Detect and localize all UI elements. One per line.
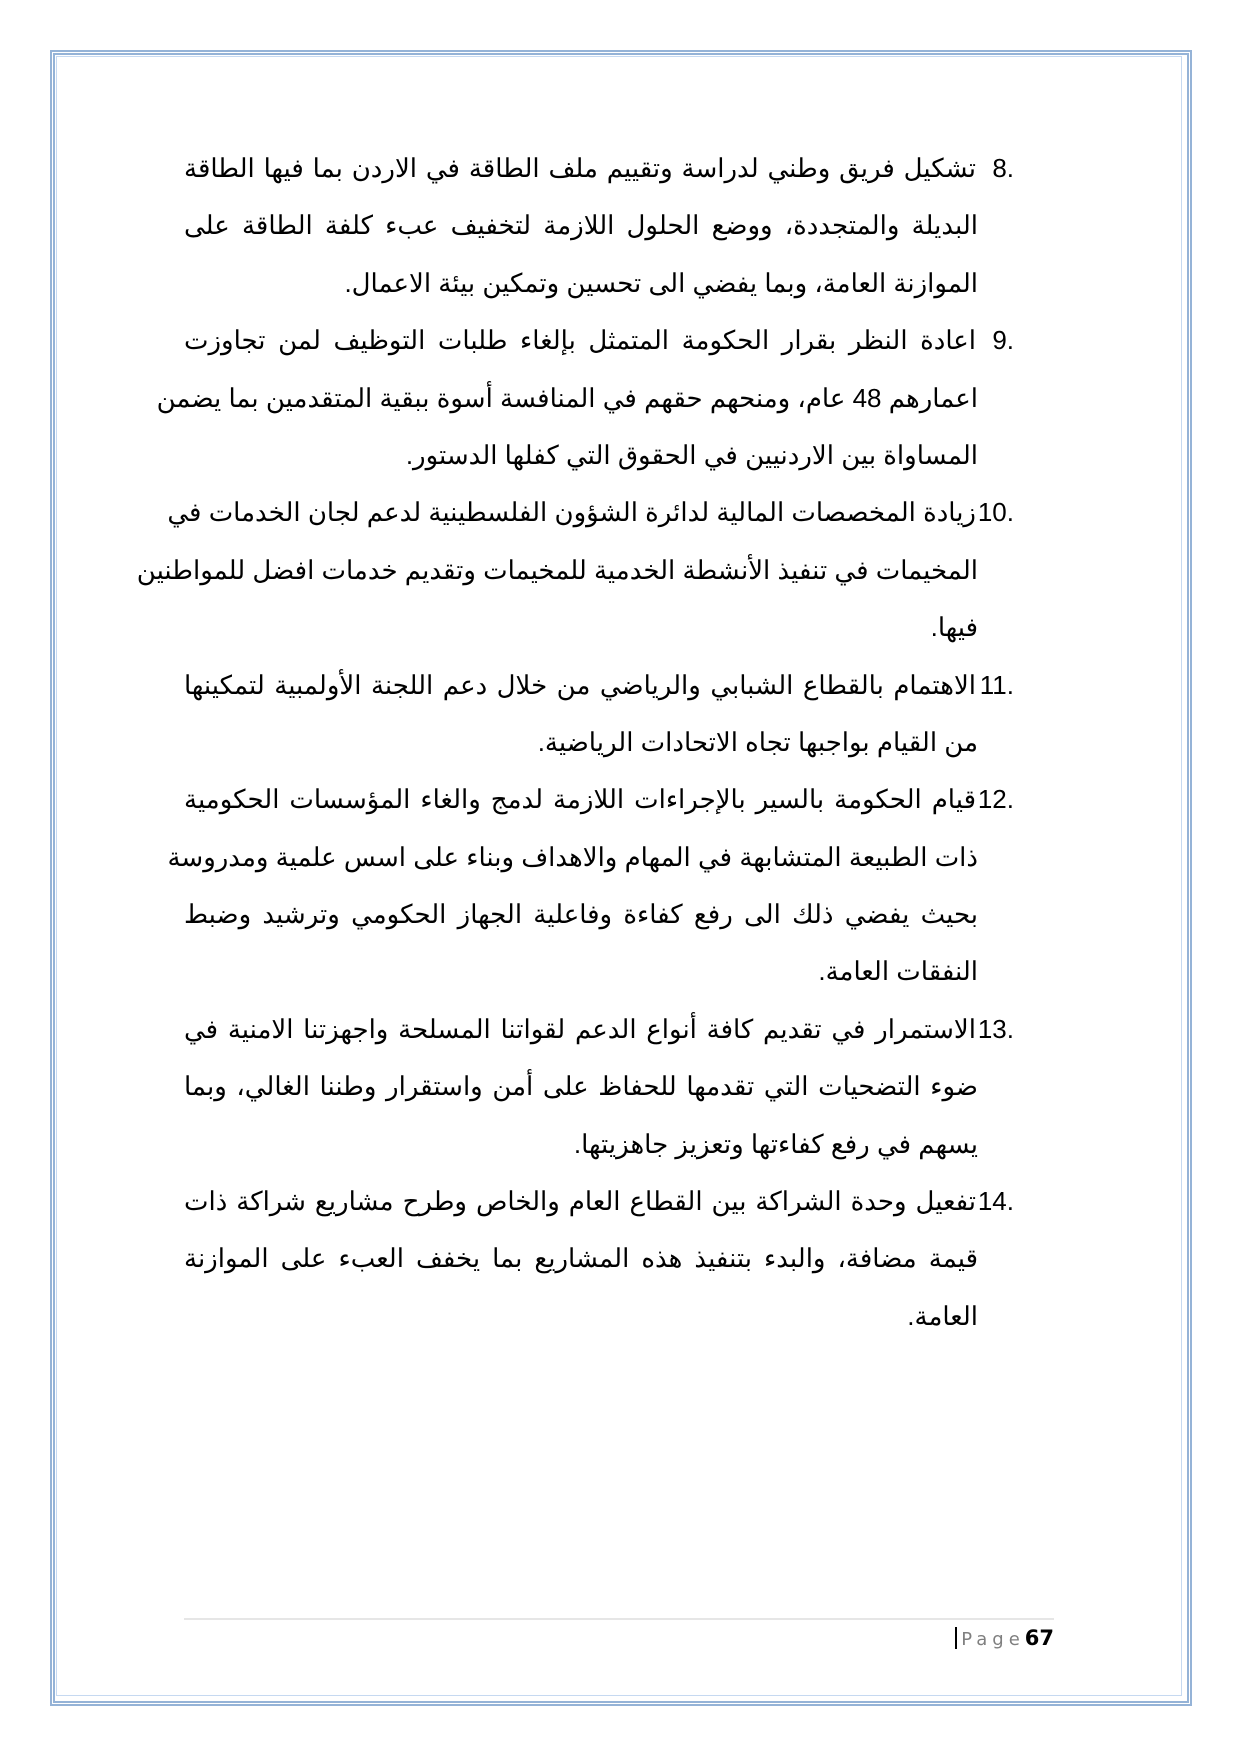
list-item-text: ذات الطبيعة المتشابهة في المهام والاهداف وبناء على اسس علمية ومدروسة (167, 841, 978, 872)
page-number-footer (955, 1626, 1054, 1650)
list-item-line (167, 829, 978, 886)
list-item-text: يسهم في رفع كفاءتها وتعزيز جاهزيتها. (573, 1128, 978, 1159)
list-item-line (184, 943, 978, 1000)
list-item-line (184, 599, 978, 656)
list-item-number: 9. (992, 325, 1014, 356)
list-item-text: الموازنة العامة، وبما يفضي الى تحسين وتمكين بيئة الاعمال. (344, 267, 978, 298)
list-item-line (184, 1230, 978, 1287)
list-item-text: الاهتمام بالقطاع الشبابي والرياضي من خلال دعم اللجنة الأولمبية لتمكينها (184, 669, 976, 700)
list-item-line (184, 197, 978, 254)
list-item-line (184, 1288, 978, 1345)
list-item (167, 771, 1014, 1001)
list-item-line (184, 1173, 1014, 1230)
list-item-text: العامة. (907, 1300, 978, 1331)
list-item-text: المساواة بين الاردنيين في الحقوق التي كفلها الدستور. (405, 439, 978, 470)
list-item-number: 11. (979, 669, 1014, 700)
list-item-number: 12. (977, 784, 1014, 815)
list-item-line (136, 542, 978, 599)
list-item-text: اعمارهم 48 عام، ومنحهم حقهم في المنافسة أسوة ببقية المتقدمين بما يضمن (156, 382, 978, 413)
list-item-text: اعادة النظر بقرار الحكومة المتمثل بإلغاء طلبات التوظيف لمن تجاوزت (184, 325, 976, 356)
list-item-line (184, 255, 978, 312)
list-item-line (184, 140, 1014, 197)
list-item-text: المخيمات في تنفيذ الأنشطة الخدمية للمخيمات وتقديم خدمات افضل للمواطنين (136, 554, 978, 585)
list-item (156, 312, 1014, 484)
list-item (184, 140, 1014, 312)
list-item (184, 1001, 1014, 1173)
numbered-list (136, 140, 1014, 1345)
page-number: 67 (1024, 1626, 1054, 1650)
list-item-text: الاستمرار في تقديم كافة أنواع الدعم لقواتنا المسلحة واجهزتنا الامنية في (184, 1013, 976, 1044)
list-item-line (184, 1116, 978, 1173)
list-item-line (156, 370, 978, 427)
list-item-number: 10. (977, 497, 1014, 528)
list-item-text: من القيام بواجبها تجاه الاتحادات الرياضية. (537, 726, 978, 757)
list-item-text: تفعيل وحدة الشراكة بين القطاع العام والخاص وطرح مشاريع شراكة ذات (184, 1186, 976, 1217)
list-item (184, 657, 1014, 772)
list-item-line (184, 771, 1014, 828)
page-label: Page (961, 1629, 1025, 1650)
list-item-line (184, 312, 1014, 369)
list-item-number: 8. (992, 153, 1014, 183)
list-item-number: 13. (977, 1013, 1014, 1044)
list-item-text: زيادة المخصصات المالية لدائرة الشؤون الفلسطينية لدعم لجان الخدمات في (167, 497, 976, 528)
list-item-text: ضوء التضحيات التي تقدمها للحفاظ على أمن واستقرار وطننا الغالي، وبما (184, 1071, 978, 1102)
list-item-line (184, 714, 978, 771)
list-item (136, 484, 1014, 656)
list-item-line (184, 886, 978, 943)
list-item-line (184, 1058, 978, 1115)
list-item-text: بحيث يفضي ذلك الى رفع كفاءة وفاعلية الجهاز الحكومي وترشيد وضبط (184, 899, 978, 930)
list-item-line (184, 1001, 1014, 1058)
footer-divider (184, 1618, 1054, 1620)
list-item-line (167, 484, 1014, 541)
list-item-text: تشكيل فريق وطني لدراسة وتقييم ملف الطاقة في الاردن بما فيها الطاقة (184, 153, 976, 183)
list-item-text: قيام الحكومة بالسير بالإجراءات اللازمة لدمج والغاء المؤسسات الحكومية (184, 784, 976, 815)
list-item-number: 14. (977, 1186, 1014, 1217)
list-item (184, 1173, 1014, 1345)
list-item-line (184, 427, 978, 484)
list-item-text: البديلة والمتجددة، ووضع الحلول اللازمة لتخفيف عبء كلفة الطاقة على (184, 210, 978, 241)
list-item-text: فيها. (930, 612, 978, 643)
list-item-line (184, 657, 1014, 714)
footer-bar-separator (955, 1627, 957, 1649)
list-item-text: قيمة مضافة، والبدء بتنفيذ هذه المشاريع بما يخفف العبء على الموازنة (184, 1243, 978, 1274)
list-item-text: النفقات العامة. (818, 956, 978, 987)
